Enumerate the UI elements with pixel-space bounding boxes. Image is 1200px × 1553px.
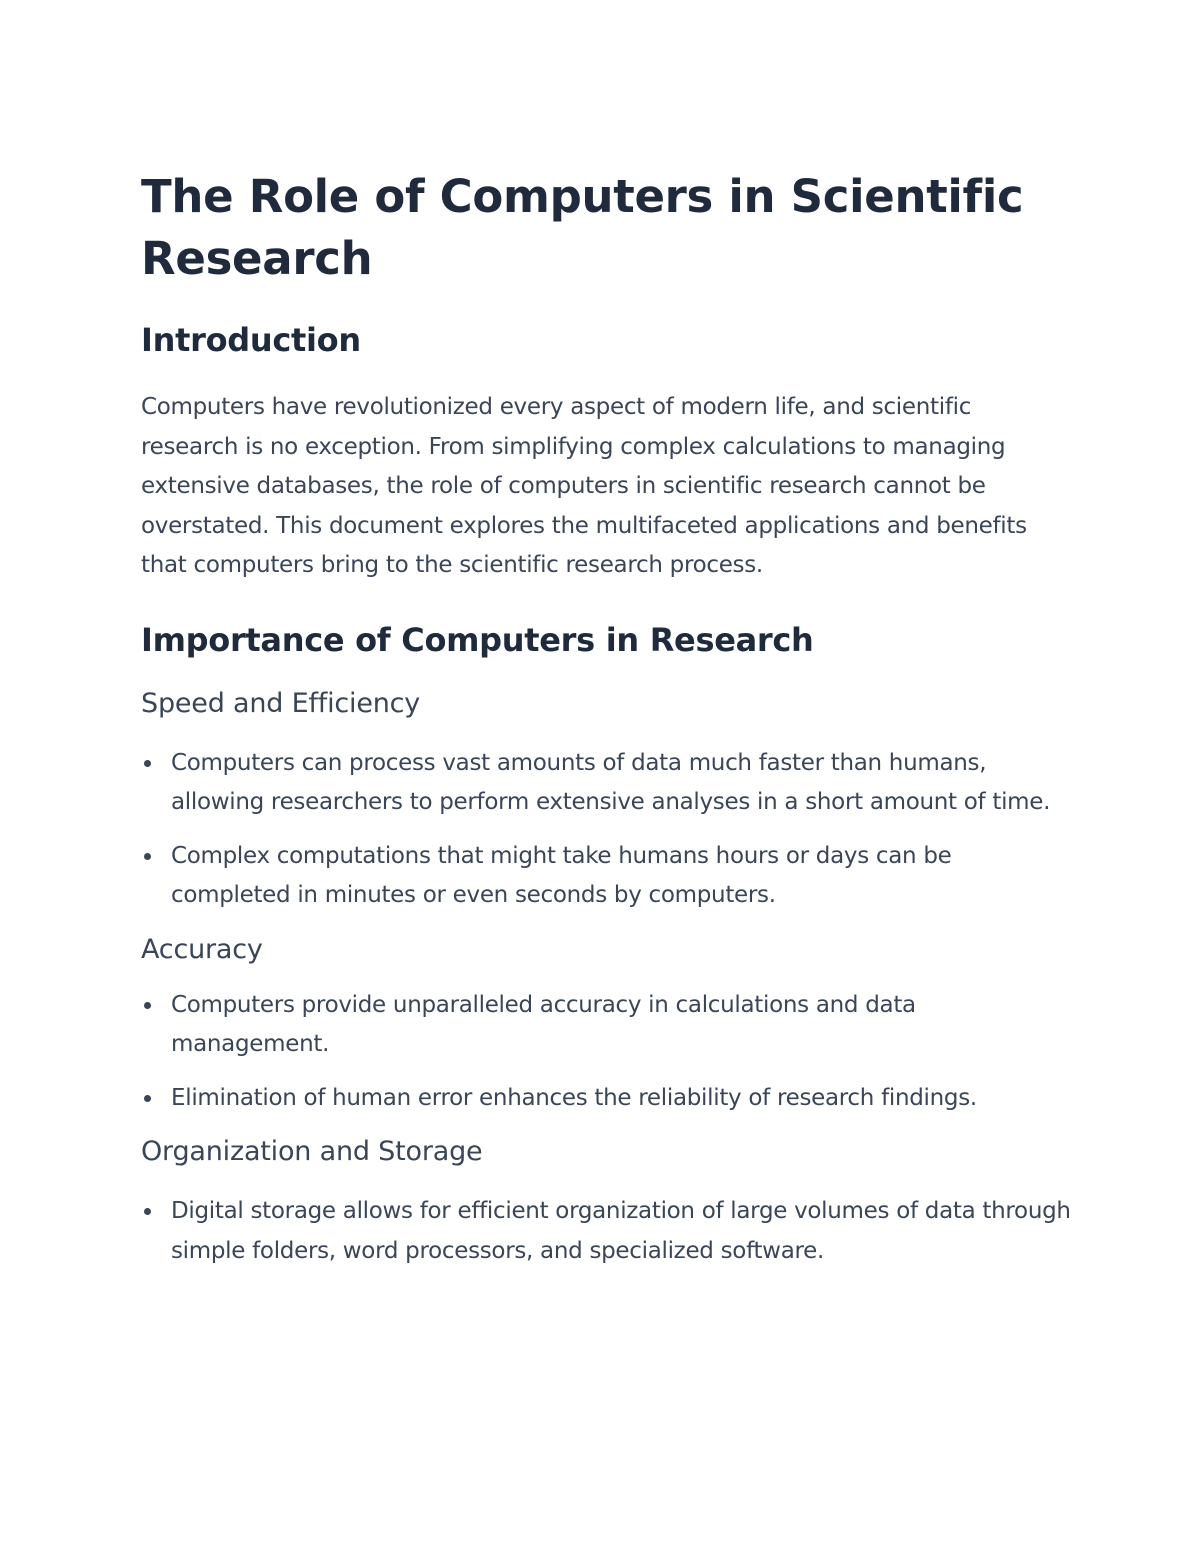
list-item <box>141 1192 1071 1271</box>
introduction-paragraph: Computers have revolutionized every aspect of modern life, and scientific research is no exception. From simplifying complex calculations to managing extensive databases, the role of computers in scientific research cannot be overstated. This document explores the multifaceted applications and benefits that computers bring to the scientific research process. <box>141 394 1027 578</box>
list-item-text: Computers provide unparalleled accuracy in calculations and data management. <box>171 991 916 1057</box>
speed-efficiency-list <box>141 744 1071 916</box>
bullet-icon <box>144 853 151 860</box>
document-title: The Role of Computers in Scientific Research <box>141 170 1024 285</box>
accuracy-list <box>141 986 1071 1119</box>
list-item-text: Digital storage allows for efficient organization of large volumes of data through simple folders, word processors, and specialized software. <box>171 1198 1071 1264</box>
list-item <box>141 837 1071 916</box>
importance-heading: Importance of Computers in Research <box>141 620 814 659</box>
bullet-icon <box>144 1208 151 1215</box>
document-page <box>141 166 1071 1271</box>
bullet-icon <box>144 1095 151 1102</box>
list-item-text: Complex computations that might take humans hours or days can be completed in minutes or even seconds by computers. <box>171 842 952 908</box>
organization-storage-heading: Organization and Storage <box>141 1136 483 1167</box>
bullet-icon <box>144 760 151 767</box>
list-item-text: Computers can process vast amounts of data much faster than humans, allowing researchers to perform extensive analyses in a short amount of time. <box>171 749 1051 815</box>
list-item <box>141 1079 1071 1119</box>
list-item <box>141 744 1071 823</box>
speed-efficiency-heading: Speed and Efficiency <box>141 687 421 719</box>
organization-storage-list <box>141 1192 1071 1271</box>
introduction-heading: Introduction <box>141 321 361 359</box>
bullet-icon <box>144 1002 151 1009</box>
list-item <box>141 986 1071 1065</box>
list-item-text: Elimination of human error enhances the reliability of research findings. <box>171 1084 977 1111</box>
accuracy-heading: Accuracy <box>141 933 263 965</box>
